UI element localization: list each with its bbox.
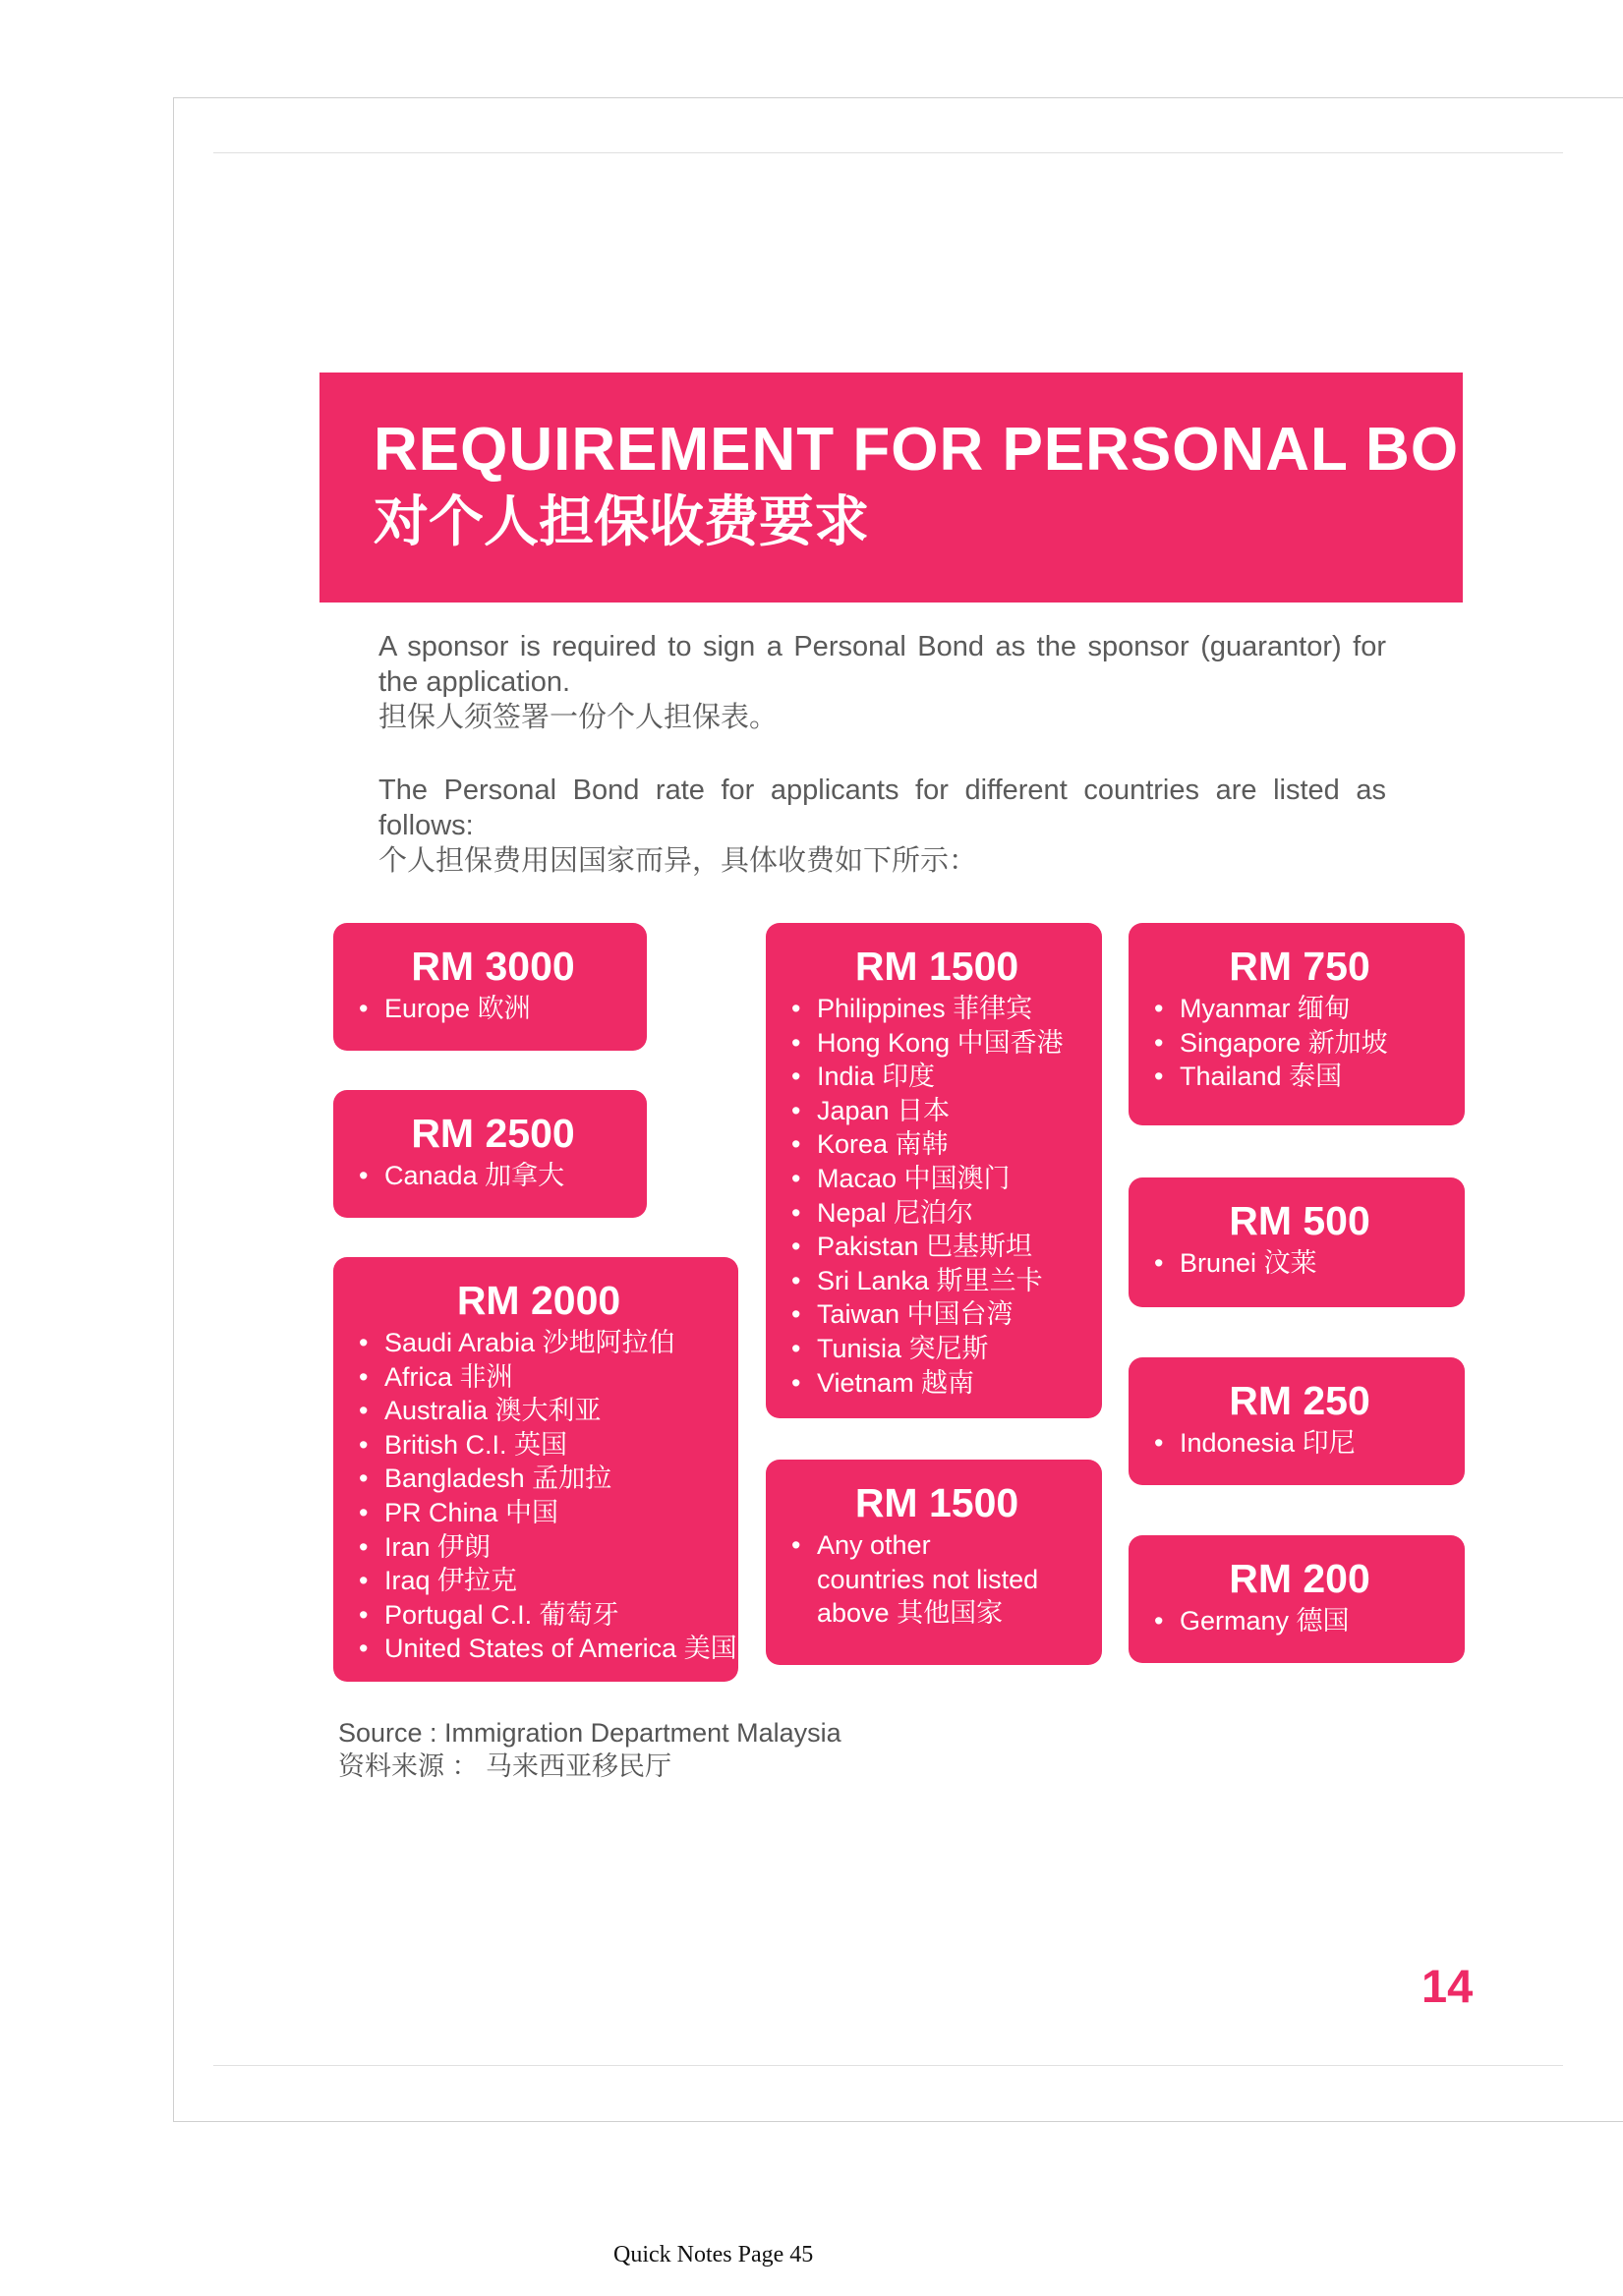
country-item: • Canada 加拿大 — [359, 1159, 627, 1193]
country-item: • Australia 澳大利亚 — [359, 1394, 719, 1428]
rate-card-rm1500-list — [766, 923, 1102, 1418]
country-item: • Iran 伊朗 — [359, 1530, 719, 1565]
country-list — [359, 1159, 627, 1193]
rate-amount: RM 250 — [1229, 1378, 1370, 1423]
country-item: • United States of America 美国 — [359, 1632, 719, 1666]
country-list — [791, 992, 1082, 1400]
rate-card-rm3000 — [333, 923, 647, 1051]
title-banner — [319, 373, 1549, 603]
country-item: • Macao 中国澳门 — [791, 1162, 1082, 1196]
country-list — [1154, 1246, 1445, 1281]
banner-subtitle: 对个人担保收费要求 — [374, 490, 869, 552]
country-item: • Saudi Arabia 沙地阿拉伯 — [359, 1326, 719, 1360]
page-number: 14 — [1421, 1960, 1474, 2012]
rate-card-rm2000 — [333, 1257, 738, 1682]
rate-card-rm500 — [1129, 1177, 1465, 1307]
rate-amount: RM 750 — [1229, 944, 1370, 989]
source-note — [338, 1716, 841, 1783]
country-list — [359, 992, 627, 1026]
country-item: • Brunei 汶莱 — [1154, 1246, 1445, 1281]
country-item: • Korea 南韩 — [791, 1127, 1082, 1162]
country-item: • Germany 德国 — [1154, 1604, 1445, 1638]
country-item: • Thailand 泰国 — [1154, 1060, 1445, 1094]
country-item: • Tunisia 突尼斯 — [791, 1332, 1082, 1366]
country-item: • Portugal C.I. 葡萄牙 — [359, 1598, 719, 1633]
rate-card-rm750 — [1129, 923, 1465, 1125]
country-item: • Japan 日本 — [791, 1094, 1082, 1128]
country-item: • Myanmar 缅甸 — [1154, 992, 1445, 1026]
country-list — [1154, 1426, 1445, 1461]
source-zh: 资料来源 ： 马来西亚移民厅 — [338, 1751, 672, 1781]
country-item: • India 印度 — [791, 1060, 1082, 1094]
intro-paragraph-2 — [378, 773, 1386, 879]
banner-title: REQUIREMENT FOR PERSONAL BOND — [374, 416, 1549, 484]
rate-card-rm2500 — [333, 1090, 647, 1218]
rate-card-rm200 — [1129, 1535, 1465, 1663]
rate-amount: RM 200 — [1229, 1556, 1370, 1601]
country-item: • Hong Kong 中国香港 — [791, 1026, 1082, 1061]
country-item: • British C.I. 英国 — [359, 1428, 719, 1463]
rate-amount: RM 1500 — [854, 944, 1019, 989]
rate-card-rm1500-other — [766, 1460, 1102, 1665]
country-item: • Pakistan 巴基斯坦 — [791, 1230, 1082, 1264]
country-item: • Sri Lanka 斯里兰卡 — [791, 1264, 1082, 1298]
rate-amount: RM 2500 — [411, 1111, 575, 1156]
country-list — [359, 1326, 737, 1666]
country-list — [791, 1528, 1082, 1631]
source-en: Source : Immigration Department Malaysia — [338, 1718, 841, 1748]
rate-amount: RM 500 — [1229, 1198, 1370, 1243]
country-list — [1154, 1604, 1445, 1638]
country-item: • Singapore 新加坡 — [1154, 1026, 1445, 1061]
top-rule — [213, 152, 1563, 153]
rate-card-rm250 — [1129, 1357, 1465, 1485]
country-item: • Any other countries not listed above 其他国家 — [791, 1528, 1043, 1631]
country-item: • Africa 非洲 — [359, 1360, 719, 1395]
intro-p1-zh: 担保人须签署一份个人担保表。 — [378, 702, 779, 733]
rate-amount: RM 3000 — [411, 944, 575, 989]
country-list — [1154, 992, 1445, 1094]
country-item: • Philippines 菲律宾 — [791, 992, 1082, 1026]
intro-paragraph-1 — [378, 629, 1386, 735]
country-item: • Indonesia 印尼 — [1154, 1426, 1445, 1461]
country-item: • Vietnam 越南 — [791, 1366, 1082, 1401]
country-item: • Bangladesh 孟加拉 — [359, 1462, 719, 1496]
country-item: • Nepal 尼泊尔 — [791, 1196, 1082, 1231]
rate-amount: RM 1500 — [854, 1480, 1019, 1525]
intro-p1-en: A sponsor is required to sign a Personal Bond as the sponsor (guarantor) for the application. — [378, 631, 1386, 698]
country-item: • PR China 中国 — [359, 1496, 719, 1530]
country-item: • Iraq 伊拉克 — [359, 1564, 719, 1598]
bottom-rule — [213, 2065, 1563, 2066]
intro-p2-en: The Personal Bond rate for applicants for different countries are listed as follows: — [378, 775, 1386, 841]
country-item: • Taiwan 中国台湾 — [791, 1297, 1082, 1332]
footer-note: Quick Notes Page 45 — [613, 2242, 814, 2267]
rate-amount: RM 2000 — [456, 1278, 621, 1323]
intro-p2-zh: 个人担保费用因国家而异，具体收费如下所示： — [378, 845, 978, 877]
country-item: • Europe 欧洲 — [359, 992, 627, 1026]
